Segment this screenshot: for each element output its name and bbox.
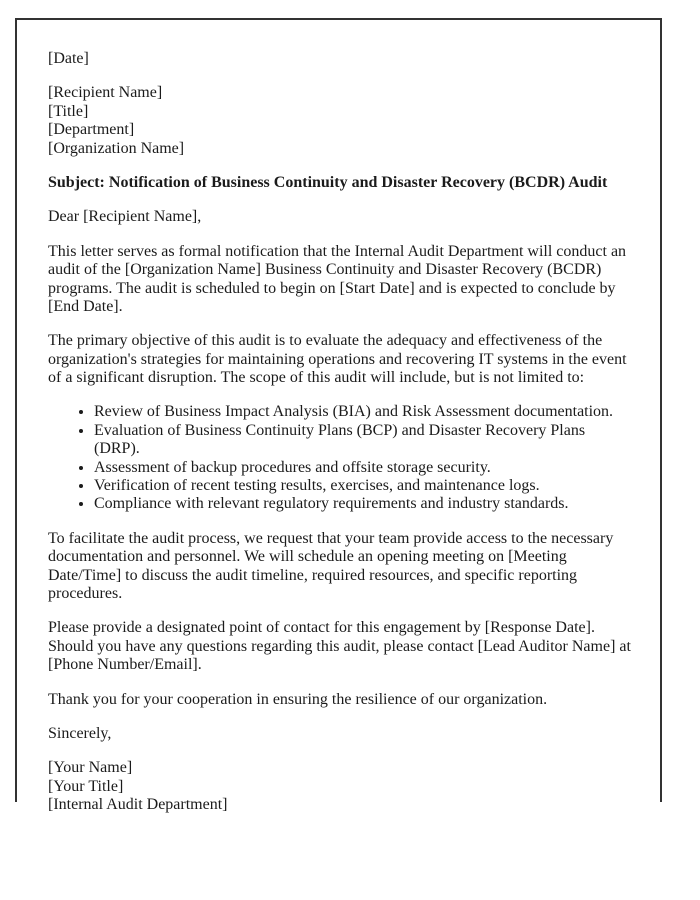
- scope-list: [48, 403, 633, 513]
- scope-item: • Compliance with relevant regulatory requirements and industry standards.: [94, 495, 633, 513]
- signature-department-line: [Internal Audit Department]: [48, 796, 228, 814]
- date-line: [Date]: [48, 50, 89, 67]
- thanks-paragraph: Thank you for your cooperation in ensuring the resilience of our organization.: [48, 690, 548, 708]
- signature-block: [48, 759, 633, 814]
- letter-page-border: [15, 18, 662, 814]
- scope-item: • Verification of recent testing results, exercises, and maintenance logs.: [94, 477, 633, 495]
- scope-item: • Assessment of backup procedures and offsite storage security.: [94, 459, 633, 477]
- signature-name-line: [Your Name]: [48, 759, 133, 777]
- recipient-department-line: [Department]: [48, 121, 135, 139]
- signature-title-line: [Your Title]: [48, 777, 124, 795]
- scope-item: • Evaluation of Business Continuity Plans (BCP) and Disaster Recovery Plans (DRP).: [94, 422, 633, 459]
- salutation: Dear [Recipient Name],: [48, 208, 202, 226]
- intro-paragraph: This letter serves as formal notification that the Internal Audit Department will conduct an audit of the [Organization Name] Business Continuity and Disaster Recovery (BCDR) programs. The audit is scheduled to begin on [Start Date] and is expected to conclude by [End Date].: [48, 242, 627, 315]
- facilitation-paragraph: To facilitate the audit process, we request that your team provide access to the necessary documentation and personnel. We will schedule an opening meeting on [Meeting Date/Time] to discuss the audit timeline, required resources, and specific reporting procedures.: [48, 529, 614, 602]
- recipient-name-line: [Recipient Name]: [48, 84, 163, 102]
- closing-line: Sincerely,: [48, 724, 112, 742]
- recipient-organization-line: [Organization Name]: [48, 139, 185, 157]
- scope-item: • Review of Business Impact Analysis (BIA) and Risk Assessment documentation.: [94, 403, 633, 421]
- contact-paragraph: Please provide a designated point of contact for this engagement by [Response Date]. Should you have any questions regarding this audit, please contact [Lead Auditor Name] at [Phone Number/Email].: [48, 619, 631, 674]
- subject-line: Subject: Notification of Business Continuity and Disaster Recovery (BCDR) Audit: [48, 173, 608, 191]
- recipient-title-line: [Title]: [48, 102, 89, 120]
- recipient-address-block: [48, 84, 633, 158]
- objective-paragraph: The primary objective of this audit is to evaluate the adequacy and effectiveness of the organization's strategies for maintaining operations and recovering IT systems in the event of a significant disruption. The scope of this audit will include, but is not limited to:: [48, 332, 627, 387]
- letter-document: [17, 20, 662, 815]
